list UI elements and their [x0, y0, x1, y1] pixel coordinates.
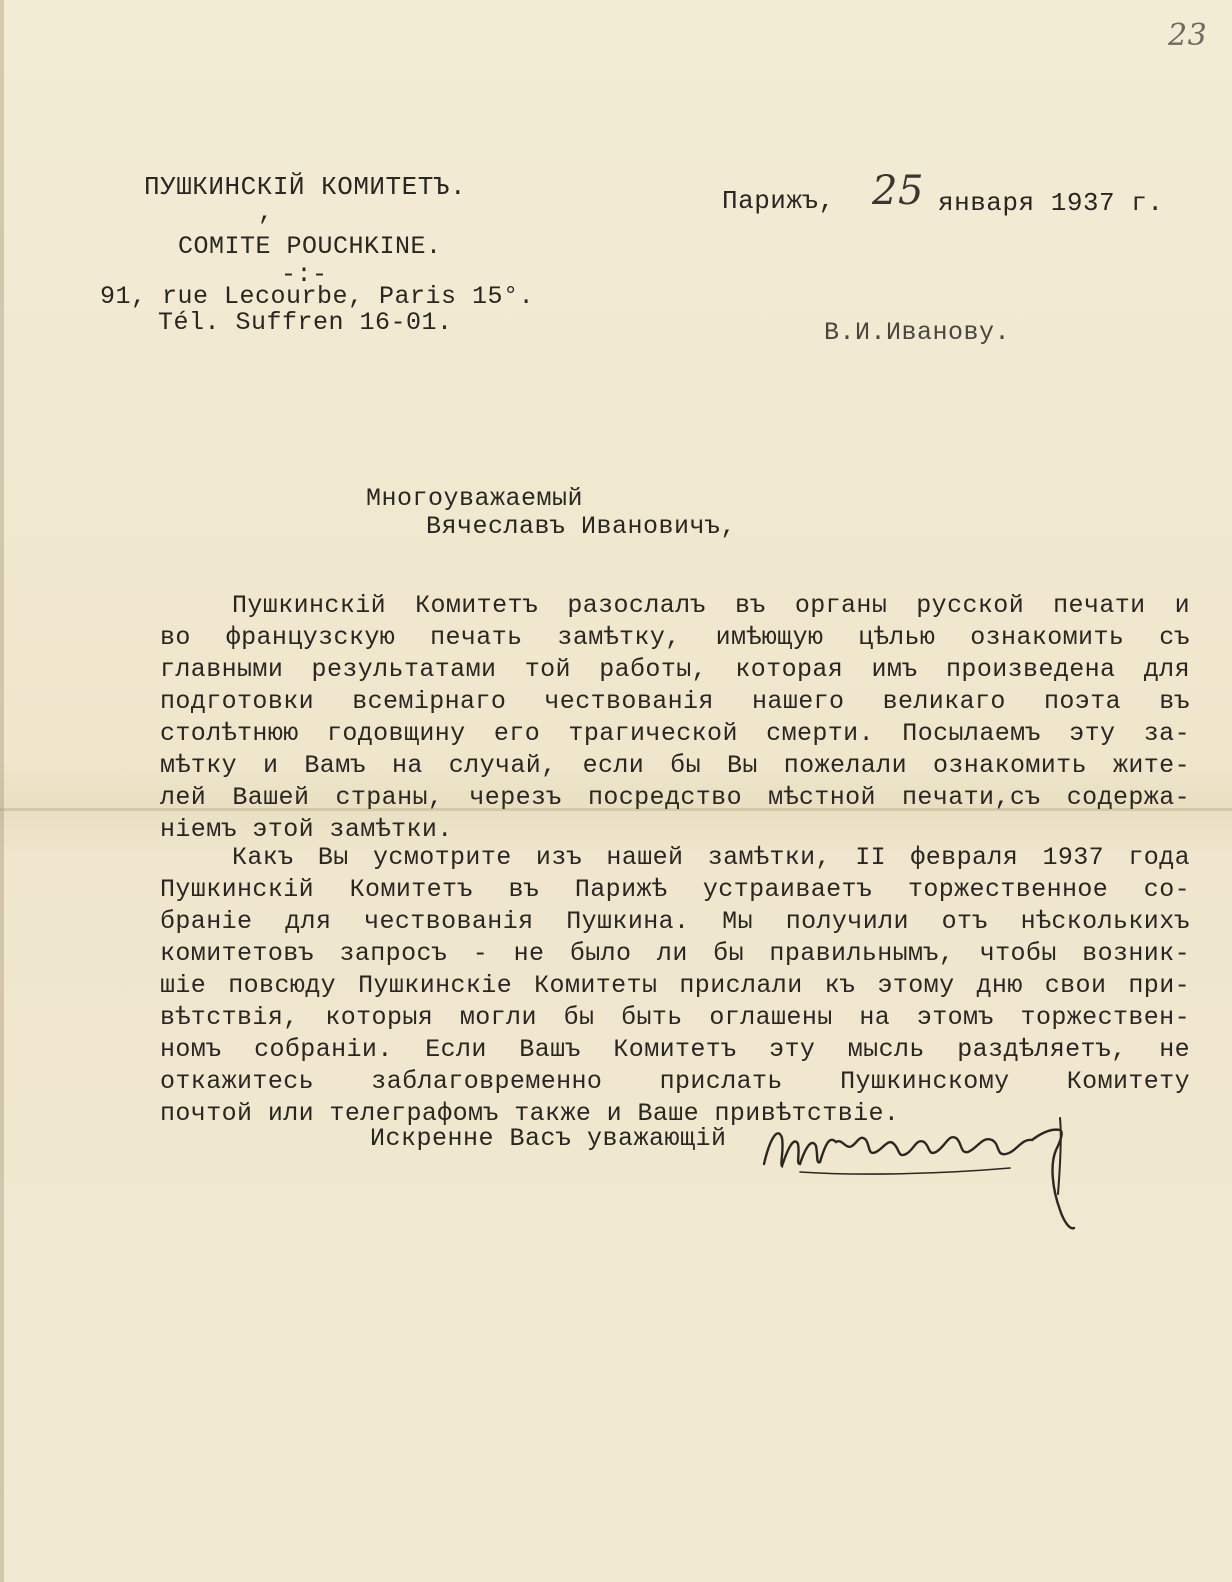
- paragraph-2-line: комитетовъ запросъ - не было ли бы правильнымъ, чтобы возник-: [160, 939, 1190, 968]
- letterhead-name-fr: COMITE POUCHKINE.: [178, 232, 442, 261]
- letterhead-address: 91, rue Lecourbe, Paris 15°.: [100, 282, 535, 311]
- paragraph-2-line: номъ собранiи. Если Вашъ Комитетъ эту мысль раздѣляетъ, не: [160, 1035, 1190, 1064]
- letterhead-name-ru: ПУШКИНСКIЙ КОМИТЕТЪ.: [144, 172, 467, 202]
- dateline-day: 25: [872, 168, 924, 214]
- letterhead-phone: Tél. Suffren 16-01.: [158, 308, 453, 337]
- letterhead-divider: -:-: [281, 260, 328, 289]
- paragraph-2-line: вѣтствiя, которыя могли бы быть оглашены на этомъ торжествен-: [160, 1003, 1190, 1032]
- paragraph-1-line: мѣтку и Вамъ на случай, если бы Вы пожелали ознакомить жите-: [160, 751, 1190, 780]
- dateline-city: Парижъ,: [722, 186, 835, 216]
- signature: [760, 1098, 1090, 1238]
- paragraph-1-line: главными результатами той работы, которая имъ произведена для: [160, 655, 1190, 684]
- paragraph-2-line: Пушкинскiй Комитетъ въ Парижѣ устраиваетъ торжественное со-: [160, 875, 1190, 904]
- closing: Искренне Васъ уважающiй: [370, 1124, 727, 1153]
- recipient: В.И.Иванову.: [824, 318, 1011, 347]
- paragraph-1-line: Пушкинскiй Комитетъ разослалъ въ органы русской печати и: [232, 591, 1190, 620]
- salutation-line2: Вячеславъ Ивановичъ,: [426, 512, 737, 541]
- paragraph-2: [160, 842, 1190, 1130]
- paragraph-2-line: почтой или телеграфомъ также и Ваше привѣтствiе.: [160, 1099, 900, 1128]
- paragraph-2-line: откажитесь заблаговременно прислать Пушкинскому Комитету: [160, 1067, 1190, 1096]
- paragraph-1: [160, 590, 1190, 846]
- paragraph-2-line: шiе повсюду Пушкинскiе Комитеты прислали къ этому дню свои при-: [160, 971, 1190, 1000]
- paragraph-1-line: лей Вашей страны, черезъ посредство мѣстной печати,съ содержа-: [160, 783, 1190, 812]
- paragraph-1-line: столѣтнюю годовщину его трагической смерти. Посылаемъ эту за-: [160, 719, 1190, 748]
- paragraph-1-line: нiемъ этой замѣтки.: [160, 815, 453, 844]
- paragraph-1-line: во французскую печать замѣтку, имѣющую цѣлью ознакомить съ: [160, 623, 1190, 652]
- dateline-month-year: января 1937 г.: [938, 188, 1164, 218]
- salutation-line1: Многоуважаемый: [366, 484, 584, 513]
- paragraph-1-line: подготовки всемiрнаго чествованiя нашего великаго поэта въ: [160, 687, 1190, 716]
- letterhead-accent: ,: [258, 198, 274, 227]
- paragraph-2-line: Какъ Вы усмотрите изъ нашей замѣтки, II февраля 1937 года: [232, 843, 1190, 872]
- paper-edge: [0, 0, 4, 1582]
- paragraph-2-line: бранiе для чествованiя Пушкина. Мы получили отъ нѣсколькихъ: [160, 907, 1190, 936]
- page-number: 23: [1168, 18, 1208, 53]
